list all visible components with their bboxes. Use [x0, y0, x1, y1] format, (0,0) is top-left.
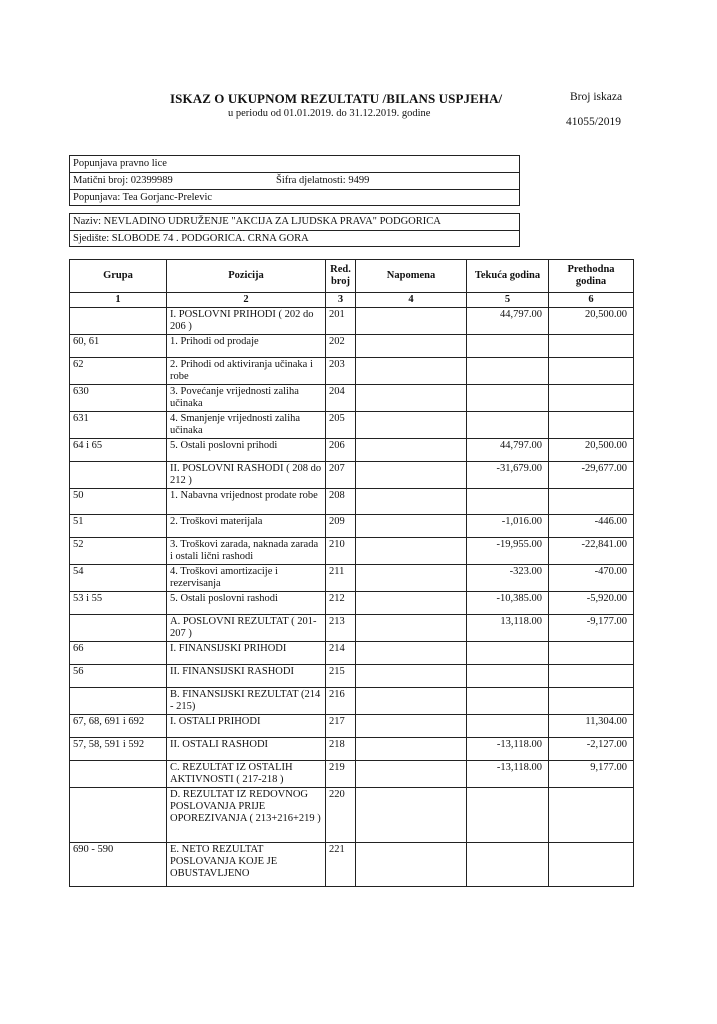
popunjava-pravno-lice: Popunjava pravno lice [70, 156, 519, 173]
prethodna-godina-cell [549, 688, 634, 715]
prethodna-godina-cell: 20,500.00 [549, 439, 634, 462]
pozicija-cell: 2. Troškovi materijala [167, 515, 326, 538]
prethodna-godina-cell: 9,177.00 [549, 761, 634, 788]
table-row [70, 358, 634, 385]
sifra-djelatnosti: Šifra djelatnosti: 9499 [276, 175, 370, 186]
table-row [70, 788, 634, 843]
pozicija-cell: B. FINANSIJSKI REZULTAT (214 - 215) [167, 688, 326, 715]
table-row [70, 738, 634, 761]
red-broj-cell: 208 [326, 489, 356, 515]
header-prethodna-godina: Prethodna godina [549, 260, 634, 293]
column-number: 3 [326, 293, 356, 308]
napomena-cell [356, 592, 467, 615]
document-title: ISKAZ O UKUPNOM REZULTATU /BILANS USPJEHA/ [170, 91, 503, 106]
napomena-cell [356, 489, 467, 515]
prethodna-godina-cell [549, 788, 634, 843]
napomena-cell [356, 615, 467, 642]
grupa-cell: 630 [70, 385, 167, 412]
red-broj-cell: 220 [326, 788, 356, 843]
popunjava: Popunjava: Tea Gorjanc-Prelevic [73, 192, 213, 203]
prethodna-godina-cell: -9,177.00 [549, 615, 634, 642]
tekuca-godina-cell: -323.00 [467, 565, 549, 592]
prethodna-godina-cell: -446.00 [549, 515, 634, 538]
naziv: Naziv: NEVLADINO UDRUŽENJE "AKCIJA ZA LJUDSKA PRAVA" PODGORICA [70, 214, 519, 231]
napomena-cell [356, 761, 467, 788]
grupa-cell: 50 [70, 489, 167, 515]
red-broj-cell: 216 [326, 688, 356, 715]
grupa-cell: 56 [70, 665, 167, 688]
napomena-cell [356, 358, 467, 385]
tekuca-godina-cell: 13,118.00 [467, 615, 549, 642]
napomena-cell [356, 738, 467, 761]
pozicija-cell: E. NETO REZULTAT POSLOVANJA KOJE JE OBUSTAVLJENO [167, 843, 326, 887]
napomena-cell [356, 385, 467, 412]
red-broj-cell: 213 [326, 615, 356, 642]
pozicija-cell: II. OSTALI RASHODI [167, 738, 326, 761]
prethodna-godina-cell [549, 385, 634, 412]
red-broj-cell: 214 [326, 642, 356, 665]
napomena-cell [356, 335, 467, 358]
prethodna-godina-cell: 20,500.00 [549, 308, 634, 335]
maticni-broj: Matični broj: 02399989 [73, 175, 173, 186]
broj-iskaza-value: 41055/2019 [566, 116, 621, 128]
tekuca-godina-cell [467, 788, 549, 843]
bilans-uspjeha-table [69, 259, 634, 887]
prethodna-godina-cell [549, 642, 634, 665]
table-row [70, 715, 634, 738]
prethodna-godina-cell [549, 412, 634, 439]
pozicija-cell: 3. Povećanje vrijednosti zaliha učinaka [167, 385, 326, 412]
pozicija-cell: II. POSLOVNI RASHODI ( 208 do 212 ) [167, 462, 326, 489]
red-broj-cell: 201 [326, 308, 356, 335]
column-number-row [70, 293, 634, 308]
prethodna-godina-cell: -5,920.00 [549, 592, 634, 615]
tekuca-godina-cell [467, 385, 549, 412]
red-broj-cell: 206 [326, 439, 356, 462]
tekuca-godina-cell: -1,016.00 [467, 515, 549, 538]
table-row [70, 515, 634, 538]
company-address-box [69, 213, 520, 247]
napomena-cell [356, 308, 467, 335]
grupa-cell: 62 [70, 358, 167, 385]
tekuca-godina-cell [467, 665, 549, 688]
red-broj-cell: 212 [326, 592, 356, 615]
column-number: 1 [70, 293, 167, 308]
tekuca-godina-cell [467, 843, 549, 887]
pozicija-cell: 1. Prihodi od prodaje [167, 335, 326, 358]
napomena-cell [356, 688, 467, 715]
column-number: 4 [356, 293, 467, 308]
grupa-cell [70, 788, 167, 843]
header-grupa: Grupa [70, 260, 167, 293]
pozicija-cell: I. OSTALI PRIHODI [167, 715, 326, 738]
prethodna-godina-cell: -470.00 [549, 565, 634, 592]
table-row [70, 335, 634, 358]
tekuca-godina-cell: -31,679.00 [467, 462, 549, 489]
table-row [70, 843, 634, 887]
napomena-cell [356, 715, 467, 738]
table-row [70, 592, 634, 615]
grupa-cell: 67, 68, 691 i 692 [70, 715, 167, 738]
prethodna-godina-cell [549, 489, 634, 515]
tekuca-godina-cell: -13,118.00 [467, 761, 549, 788]
pozicija-cell: C. REZULTAT IZ OSTALIH AKTIVNOSTI ( 217-218 ) [167, 761, 326, 788]
grupa-cell: 51 [70, 515, 167, 538]
grupa-cell: 64 i 65 [70, 439, 167, 462]
pozicija-cell: D. REZULTAT IZ REDOVNOG POSLOVANJA PRIJE OPOREZIVANJA ( 213+216+219 ) [167, 788, 326, 843]
table-row [70, 412, 634, 439]
red-broj-cell: 217 [326, 715, 356, 738]
napomena-cell [356, 439, 467, 462]
tekuca-godina-cell: -19,955.00 [467, 538, 549, 565]
napomena-cell [356, 462, 467, 489]
tekuca-godina-cell [467, 412, 549, 439]
pozicija-cell: II. FINANSIJSKI RASHODI [167, 665, 326, 688]
tekuca-godina-cell: 44,797.00 [467, 439, 549, 462]
red-broj-cell: 219 [326, 761, 356, 788]
napomena-cell [356, 642, 467, 665]
table-row [70, 665, 634, 688]
napomena-cell [356, 788, 467, 843]
column-number: 6 [549, 293, 634, 308]
grupa-cell [70, 615, 167, 642]
napomena-cell [356, 515, 467, 538]
prethodna-godina-cell [549, 843, 634, 887]
table-row [70, 615, 634, 642]
red-broj-cell: 218 [326, 738, 356, 761]
column-number: 5 [467, 293, 549, 308]
red-broj-cell: 209 [326, 515, 356, 538]
napomena-cell [356, 843, 467, 887]
tekuca-godina-cell: -10,385.00 [467, 592, 549, 615]
pozicija-cell: 5. Ostali poslovni prihodi [167, 439, 326, 462]
grupa-cell: 57, 58, 591 i 592 [70, 738, 167, 761]
red-broj-cell: 202 [326, 335, 356, 358]
header-red-broj: Red. broj [326, 260, 356, 293]
prethodna-godina-cell: -29,677.00 [549, 462, 634, 489]
table-row [70, 462, 634, 489]
tekuca-godina-cell: -13,118.00 [467, 738, 549, 761]
grupa-cell: 690 - 590 [70, 843, 167, 887]
napomena-cell [356, 665, 467, 688]
tekuca-godina-cell [467, 688, 549, 715]
header-napomena: Napomena [356, 260, 467, 293]
napomena-cell [356, 538, 467, 565]
table-row [70, 538, 634, 565]
prethodna-godina-cell [549, 335, 634, 358]
grupa-cell [70, 688, 167, 715]
grupa-cell [70, 462, 167, 489]
prethodna-godina-cell [549, 358, 634, 385]
red-broj-cell: 205 [326, 412, 356, 439]
pozicija-cell: 2. Prihodi od aktiviranja učinaka i robe [167, 358, 326, 385]
table-row [70, 489, 634, 515]
company-info-box [69, 155, 520, 206]
table-header-row [70, 260, 634, 293]
table-row [70, 761, 634, 788]
table-row [70, 439, 634, 462]
red-broj-cell: 204 [326, 385, 356, 412]
table-row [70, 308, 634, 335]
red-broj-cell: 210 [326, 538, 356, 565]
table-row [70, 565, 634, 592]
tekuca-godina-cell [467, 715, 549, 738]
tekuca-godina-cell [467, 335, 549, 358]
header-tekuca-godina: Tekuća godina [467, 260, 549, 293]
pozicija-cell: 4. Smanjenje vrijednosti zaliha učinaka [167, 412, 326, 439]
tekuca-godina-cell [467, 358, 549, 385]
tekuca-godina-cell [467, 489, 549, 515]
column-number: 2 [167, 293, 326, 308]
red-broj-cell: 211 [326, 565, 356, 592]
prethodna-godina-cell [549, 665, 634, 688]
red-broj-cell: 221 [326, 843, 356, 887]
napomena-cell [356, 565, 467, 592]
grupa-cell [70, 308, 167, 335]
napomena-cell [356, 412, 467, 439]
grupa-cell: 66 [70, 642, 167, 665]
red-broj-cell: 203 [326, 358, 356, 385]
header-pozicija: Pozicija [167, 260, 326, 293]
pozicija-cell: 3. Troškovi zarada, naknada zarada i ostali lični rashodi [167, 538, 326, 565]
broj-iskaza-label: Broj iskaza [570, 91, 623, 103]
tekuca-godina-cell [467, 642, 549, 665]
grupa-cell: 53 i 55 [70, 592, 167, 615]
table-row [70, 688, 634, 715]
grupa-cell: 54 [70, 565, 167, 592]
pozicija-cell: 4. Troškovi amortizacije i rezervisanja [167, 565, 326, 592]
grupa-cell [70, 761, 167, 788]
prethodna-godina-cell: -22,841.00 [549, 538, 634, 565]
pozicija-cell: 5. Ostali poslovni rashodi [167, 592, 326, 615]
table-row [70, 642, 634, 665]
prethodna-godina-cell: -2,127.00 [549, 738, 634, 761]
grupa-cell: 52 [70, 538, 167, 565]
pozicija-cell: A. POSLOVNI REZULTAT ( 201-207 ) [167, 615, 326, 642]
grupa-cell: 631 [70, 412, 167, 439]
grupa-cell: 60, 61 [70, 335, 167, 358]
pozicija-cell: I. FINANSIJSKI PRIHODI [167, 642, 326, 665]
table-row [70, 385, 634, 412]
red-broj-cell: 207 [326, 462, 356, 489]
tekuca-godina-cell: 44,797.00 [467, 308, 549, 335]
maticni-broj-row [70, 173, 519, 190]
sjediste: Sjedište: SLOBODE 74 . PODGORICA. CRNA GORA [73, 233, 309, 244]
pozicija-cell: I. POSLOVNI PRIHODI ( 202 do 206 ) [167, 308, 326, 335]
report-period: u periodu od 01.01.2019. do 31.12.2019. godine [228, 108, 431, 119]
prethodna-godina-cell: 11,304.00 [549, 715, 634, 738]
pozicija-cell: 1. Nabavna vrijednost prodate robe [167, 489, 326, 515]
red-broj-cell: 215 [326, 665, 356, 688]
